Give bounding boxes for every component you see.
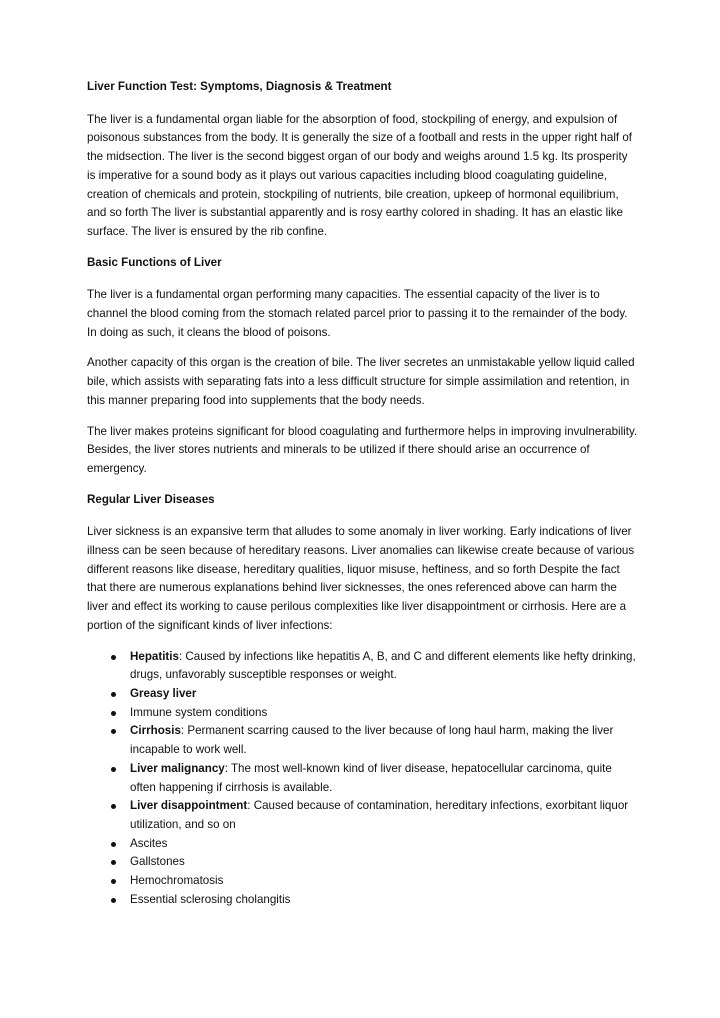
list-item-term: Cirrhosis <box>130 724 181 738</box>
bullet-icon <box>111 729 116 734</box>
liver-diseases-list <box>87 648 639 910</box>
liver-diseases-paragraph: Liver sickness is an expansive term that alludes to some anomaly in liver working. Early indications of liver illness can be seen because of hereditary reasons. Liver anomalies can likewise create because of various different reasons like disease, hereditary qualities, liquor misuse, heftiness, and so forth Despite the fact that there are numerous explanations behind liver sicknesses, the ones referenced above can harm the liver and effect its working to cause perilous complexities like liver disappointment or cirrhosis. Here are a portion of the significant kinds of liver infections: <box>87 525 635 632</box>
bullet-icon <box>111 767 116 772</box>
basic-functions-paragraph-2: Another capacity of this organ is the creation of bile. The liver secretes an unmistakable yellow liquid called bile, which assists with separating fats into a less difficult structure for simple assimilation and retention, in this manner preparing food into supplements that the body needs. <box>87 356 635 407</box>
list-item <box>87 872 639 891</box>
list-item-text: Gallstones <box>130 855 185 869</box>
list-item <box>87 722 639 759</box>
basic-functions-paragraph-1: The liver is a fundamental organ performing many capacities. The essential capacity of the liver is to channel the blood coming from the stomach related parcel prior to passing it to the remainder of the body. In doing as such, it cleans the blood of poisons. <box>87 288 628 339</box>
document-page <box>87 78 639 909</box>
list-item <box>87 648 639 685</box>
list-item <box>87 685 639 704</box>
list-item-text: Hemochromatosis <box>130 874 224 888</box>
list-item-text: : The most well-known kind of liver disease, hepatocellular carcinoma, quite often happening if cirrhosis is available. <box>130 761 612 794</box>
list-item <box>87 797 639 834</box>
bullet-icon <box>111 842 116 847</box>
bullet-icon <box>111 692 116 697</box>
list-item <box>87 835 639 854</box>
list-item <box>87 704 639 723</box>
basic-functions-paragraph-3: The liver makes proteins significant for blood coagulating and furthermore helps in improving invulnerability. Besides, the liver stores nutrients and minerals to be utilized if there should arise an occurrence of emergency. <box>87 424 638 475</box>
bullet-icon <box>111 898 116 903</box>
section-heading-liver-diseases: Regular Liver Diseases <box>87 492 215 506</box>
bullet-icon <box>111 879 116 884</box>
section-heading-basic-functions: Basic Functions of Liver <box>87 255 222 269</box>
list-item-text: Essential sclerosing cholangitis <box>130 892 291 906</box>
list-item-text: : Permanent scarring caused to the liver because of long haul harm, making the liver incapable to work well. <box>130 724 614 757</box>
list-item-text: : Caused because of contamination, hereditary infections, exorbitant liquor utilization, and so on <box>130 799 629 831</box>
bullet-icon <box>111 804 116 809</box>
list-item-term: Liver disappointment <box>130 799 248 813</box>
list-item <box>87 853 639 872</box>
list-item-term: Liver malignancy <box>130 761 225 775</box>
list-item-term: Greasy liver <box>130 686 197 700</box>
list-item-term: Hepatitis <box>130 649 179 663</box>
list-item-text: Ascites <box>130 836 168 850</box>
list-item <box>87 760 639 797</box>
bullet-icon <box>111 711 116 716</box>
document-title: Liver Function Test: Symptoms, Diagnosis & Treatment <box>87 80 392 93</box>
intro-paragraph: The liver is a fundamental organ liable for the absorption of food, stockpiling of energy, and expulsion of poisonous substances from the body. It is generally the size of a football and rests in the upper right half of the midsection. The liver is the second biggest organ of our body and weighs around 1.5 kg. Its prosperity is imperative for a sound body as it plays out various capacities including blood coagulating guideline, creation of chemicals and protein, stockpiling of nutrients, bile creation, upkeep of hormonal equilibrium, and so forth The liver is substantial apparently and is rosy earthy colored in shading. It has an elastic like surface. The liver is ensured by the rib confine. <box>87 112 633 238</box>
bullet-icon <box>111 860 116 865</box>
bullet-icon <box>111 655 116 660</box>
list-item-text: Immune system conditions <box>130 705 268 719</box>
list-item <box>87 891 639 910</box>
list-item-text: : Caused by infections like hepatitis A, B, and C and different elements like hefty drinking, drugs, unfavorably susceptible responses or weight. <box>130 649 636 682</box>
